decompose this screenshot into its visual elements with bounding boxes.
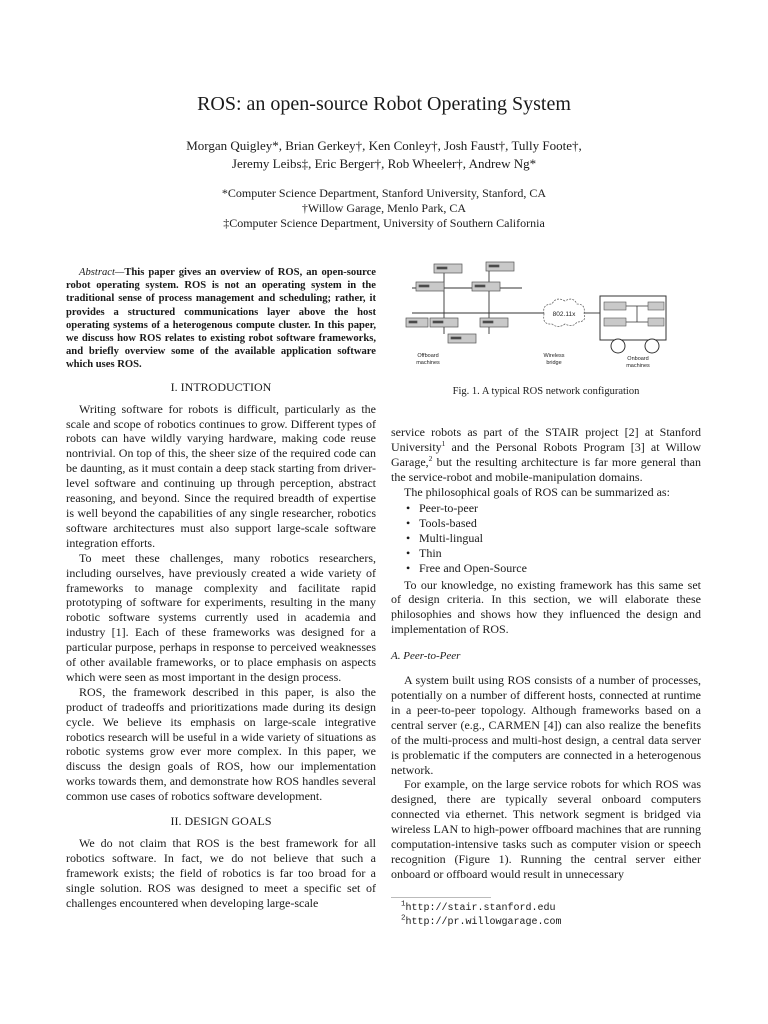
wheel-icon: [645, 339, 659, 353]
offboard-label-2: machines: [416, 360, 440, 366]
left-column: [66, 266, 376, 911]
server-icon: [604, 318, 626, 326]
server-icon: [604, 302, 626, 310]
onboard-label-1: Onboard: [627, 356, 649, 362]
list-item: • Thin: [419, 546, 701, 561]
intro-paragraph-2: To meet these challenges, many robotics researchers, including ourselves, have previously created a wide variety of frameworks to manage complexity and facilitate rapid prototyping of software for experiments, resulting in the many robotic software systems currently used in academia and industry [1]. Each of these frameworks was designed for a particular purpose, perhaps in response to perceived weaknesses of other available frameworks, or to place emphasis on aspects which were seen as most important in the design process.: [66, 550, 376, 684]
footnote-2: [401, 916, 701, 930]
server-icon: [448, 334, 476, 343]
author-list: [0, 137, 768, 173]
paper-title: ROS: an open-source Robot Operating System: [197, 93, 571, 115]
footnote-2-link[interactable]: http://pr.willowgarage.com: [405, 917, 562, 928]
peer-to-peer-paragraph-2: For example, on the large service robots for which ROS was designed, there are typically several onboard computers connected via ethernet. This network segment is bridged via wireless LAN to high-power offboard machines that are running computation-intensive tasks such as computer vision or speech recognition (Figure 1). Running the central server either onboard or offboard would result in unnecessary: [391, 777, 701, 881]
footnote-1-link[interactable]: http://stair.stanford.edu: [405, 903, 556, 914]
authors-line-2: Jeremy Leibs‡, Eric Berger†, Rob Wheeler†, Andrew Ng*: [231, 156, 537, 171]
design-goals-list: [391, 501, 701, 576]
bridge-label-1: Wireless: [543, 353, 565, 359]
affiliation-stanford: *Computer Science Department, Stanford University, Stanford, CA: [221, 186, 547, 200]
wireless-cloud-icon: [544, 299, 585, 326]
server-icon: [648, 318, 664, 326]
list-item: • Peer-to-peer: [419, 501, 701, 516]
wheel-icon: [611, 339, 625, 353]
footnote-mark-1: 1: [441, 438, 446, 448]
server-icon: [430, 318, 458, 327]
onboard-robot: [600, 296, 666, 353]
server-icon: [480, 318, 508, 327]
intro-paragraph-1: Writing software for robots is difficult, particularly as the scale and scope of robotics continues to grow. Different types of robots can have wildly varying hardware, making code reuse nontrivial. On top of this, the sheer size of the required code can be daunting, as it must contain a deep stack starting from driver-level software and continuing up through perception, abstract reasoning, and beyond. Since the required breadth of expertise is well beyond the capabilities of any single researcher, robotics software architectures must also support large-scale software integration efforts.: [66, 401, 376, 550]
server-icon: [434, 264, 462, 273]
subsection-heading-peer-to-peer: A. Peer-to-Peer: [391, 650, 461, 663]
design-goals-paragraph-3: To our knowledge, no existing framework has this same set of design criteria. In this section, we will elaborate these philosophies and shows how they influenced the design and implementation of ROS.: [391, 577, 701, 637]
authors-line-1: Morgan Quigley*, Brian Gerkey†, Ken Conley†, Josh Faust†, Tully Foote†,: [186, 138, 582, 153]
footnote-1: [401, 902, 701, 916]
continued-text-b: and the Personal Robots Program [3] at Willow Garage,: [391, 439, 701, 469]
abstract: [66, 266, 376, 372]
design-goals-paragraph-2: The philosophical goals of ROS can be summarized as:: [404, 484, 670, 499]
affiliation-willow-garage: †Willow Garage, Menlo Park, CA: [301, 201, 467, 215]
server-icon: [648, 302, 664, 310]
footnote-divider: [391, 897, 491, 898]
cloud-label: 802.11x: [552, 311, 576, 318]
footnote-mark-2: 2: [428, 453, 433, 463]
footnotes: [401, 902, 701, 930]
continued-text-c: but the resulting architecture is far more general than the service-robot and mobile-manipulation domains.: [391, 454, 701, 484]
network-diagram: [404, 258, 704, 376]
server-icon: [416, 282, 444, 291]
list-item: • Free and Open-Source: [419, 561, 701, 576]
server-icon: [486, 262, 514, 271]
abstract-text: This paper gives an overview of ROS, an open-source robot operating system. ROS is not an operating system in the traditional sense of process management and scheduling; rather, it provides a structured communications layer above the host operating systems of a heterogenous compute cluster. In this paper, we discuss how ROS relates to existing robot software frameworks, and briefly overview some of the available application software which uses ROS.: [66, 267, 376, 371]
design-goals-paragraph-1-continued: [391, 425, 701, 485]
onboard-label-2: machines: [626, 363, 650, 369]
peer-to-peer-paragraph-1: A system built using ROS consists of a number of processes, potentially on a number of different hosts, connected at runtime in a peer-to-peer topology. Although frameworks based on a central server (e.g., CARMEN [4]) can also realize the benefits of the multi-process and multi-host design, a central data server is problematic if the computers are connected in a heterogenous network.: [391, 673, 701, 777]
section-heading-introduction: I. INTRODUCTION: [170, 379, 272, 394]
design-goals-paragraph-1: We do not claim that ROS is the best framework for all robotics software. In fact, we do not believe that such a framework exists; the field of robotics is far too broad for a single solution. ROS was designed to meet a specific set of challenges encountered when developing large-scale: [66, 836, 376, 910]
offboard-label-1: Offboard: [417, 353, 439, 359]
figure-caption: Fig. 1. A typical ROS network configuration: [452, 386, 640, 397]
list-item: • Tools-based: [419, 516, 701, 531]
continued-text-a: service robots as part of the STAIR project [2] at Stanford University: [391, 425, 701, 454]
footnote-2-mark: 2: [401, 914, 406, 923]
server-icon: [406, 318, 428, 327]
affiliation-usc: ‡Computer Science Department, University of Southern California: [223, 216, 545, 230]
section-heading-design-goals: II. DESIGN GOALS: [170, 814, 272, 829]
bridge-label-2: bridge: [546, 360, 562, 366]
affiliations: [0, 186, 768, 231]
list-item: • Multi-lingual: [419, 531, 701, 546]
offboard-machines: [406, 262, 514, 343]
server-icon: [472, 282, 500, 291]
abstract-lead: Abstract—: [79, 267, 125, 278]
right-column: [391, 425, 701, 882]
footnote-1-mark: 1: [401, 900, 406, 909]
intro-paragraph-3: ROS, the framework described in this paper, is also the product of tradeoffs and prioritizations made during its design cycle. We believe its emphasis on large-scale integrative robotics research will be useful in a wide variety of situations as robotic systems grow ever more complex. In this paper, we discuss the design goals of ROS, how our implementation works towards them, and demonstrate how ROS handles several common use cases of robotics software development.: [66, 684, 376, 804]
